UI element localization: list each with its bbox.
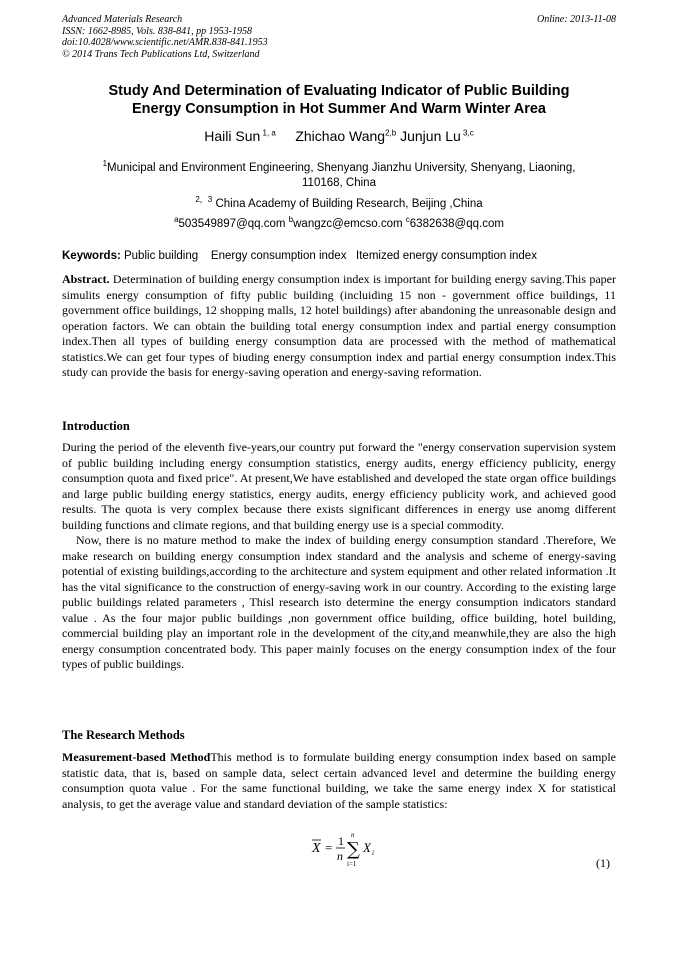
affiliation-sup: 1 xyxy=(102,159,108,168)
method-label: Measurement-based Method xyxy=(62,750,211,764)
journal-header xyxy=(62,14,616,60)
journal-name: Advanced Materials Research xyxy=(62,14,183,25)
abstract-label: Abstract. xyxy=(62,272,110,286)
email-b[interactable]: wangzc@emcso.com xyxy=(293,217,406,230)
affiliation-sup: 2，3 xyxy=(195,195,213,204)
author-sup: 3,c xyxy=(460,128,474,138)
author-sup: 2,b xyxy=(385,128,397,138)
affiliation-text: China Academy of Building Research, Beijing ,China xyxy=(212,197,483,210)
keywords xyxy=(62,250,616,262)
abstract xyxy=(62,272,616,381)
eq-lhs: X xyxy=(312,841,321,856)
eq-equals: = xyxy=(325,840,333,855)
affiliation-text: 110168, China xyxy=(302,176,376,189)
copyright-line: © 2014 Trans Tech Publications Ltd, Switzerland xyxy=(62,48,260,60)
author-name: Zhichao Wang xyxy=(295,128,386,144)
doi-line: doi:10.4028/www.scientific.net/AMR.838-841.1953 xyxy=(62,37,268,48)
paragraph: Now, there is no mature method to make the index of building energy consumption standard .Therefore, We make research on building energy consumption index standard and the analysis and scheme of energy-saving potential of existing buildings,according to the architecture and system equipment and other related information .It has the vital significance to the construction of energy-saving work in our country. According to the existing large public buildings related parameters , Thisl research isto determine the energy consumption indicators standard value . As the four major public buildings ,non government office building, office building, hotel building, commercial building play an important role in the development of the city,and meanwhile,they are also the high energy consumption concentrated body. This paper mainly focuses on the energy consumption index of the four types of public buildings. xyxy=(62,533,616,671)
affiliation-text: Municipal and Environment Engineering, Shenyang Jianzhu University, Shenyang, Liaoning, xyxy=(107,161,576,174)
email-sup: b xyxy=(288,215,294,224)
author-name: Junjun Lu xyxy=(400,128,461,144)
affiliation-1 xyxy=(62,156,616,191)
method-text: This method is to formulate building energy consumption index based on sample statistic data, that is, based on sample data, select certain advanced level and determine the building energy consumption quota value . For the same functional building, we take the same energy index X for statistical analysis, to get the average value and standard deviation of the sample statistics: xyxy=(62,750,617,811)
affiliation-2 xyxy=(62,192,616,212)
eq-denominator: n xyxy=(337,849,343,863)
section-heading-methods: The Research Methods xyxy=(62,728,185,742)
eq-subscript: i xyxy=(372,849,374,857)
eq-upper-limit: n xyxy=(351,831,355,839)
author-name: Haili Sun xyxy=(204,128,261,144)
issn-line: ISSN: 1662-8985, Vols. 838-841, pp 1953-1958 xyxy=(62,25,252,37)
introduction-body xyxy=(62,440,616,673)
author-sup: 1, a xyxy=(260,128,276,138)
email-a[interactable]: 503549897@qq.com xyxy=(178,217,289,230)
email-line xyxy=(62,215,616,230)
eq-term: X xyxy=(363,840,371,855)
equation-number: (1) xyxy=(596,856,610,870)
title-line-2: Energy Consumption in Hot Summer And Warm Winter Area xyxy=(132,101,546,117)
author-list xyxy=(62,128,616,144)
eq-numerator: 1 xyxy=(338,834,344,848)
methods-body xyxy=(62,750,616,812)
title-line-1: Study And Determination of Evaluating Indicator of Public Building xyxy=(108,83,570,99)
online-date: Online: 2013-11-08 xyxy=(537,14,616,25)
paragraph: During the period of the eleventh five-years,our country put forward the "energy conservation supervision system of public building including energy consumption statistics, energy audits, energy efficiency publicity, energy consumption quota and fixed price". At present,We have established and developed the state organ office buildings and large public building energy statistics, energy audits, energy efficiency publicity work, and achieved good results. The quota is very complex because there exists significant differences in energy use anomg different building functions and climate regions, and that building energy use is a special commodity. xyxy=(62,440,616,532)
email-sup: a xyxy=(174,215,179,224)
email-sup: c xyxy=(405,215,410,224)
abstract-text: Determination of building energy consumption index is important for building energy saving.This paper simulits energy consumption of fifty public building (incluiding 15 non - government office buildings, 11 government office buildings, 12 shopping malls, 12 hotel buildings) after abandoning the unreasonable design and operation factors. We can obtain the building total energy consumption index and partial energy consumption index.Then all types of building energy consumption data are processed with the method of mathematical statistics.We can get four types of biuding energy consumption index and partial energy consumption index.This study can provide the basis for energy-saving operation and energy-saving reformation. xyxy=(62,272,616,379)
section-heading-introduction: Introduction xyxy=(62,419,130,433)
keywords-text: Public building Energy consumption index Itemized energy consumption index xyxy=(120,250,537,262)
email-c[interactable]: 6382638@qq.com xyxy=(409,217,504,230)
keywords-label: Keywords: xyxy=(62,250,121,262)
eq-sigma: ∑ xyxy=(347,839,360,860)
equation-mean xyxy=(310,830,400,870)
eq-lower-limit: i=1 xyxy=(347,860,357,868)
paper-title xyxy=(62,82,616,118)
